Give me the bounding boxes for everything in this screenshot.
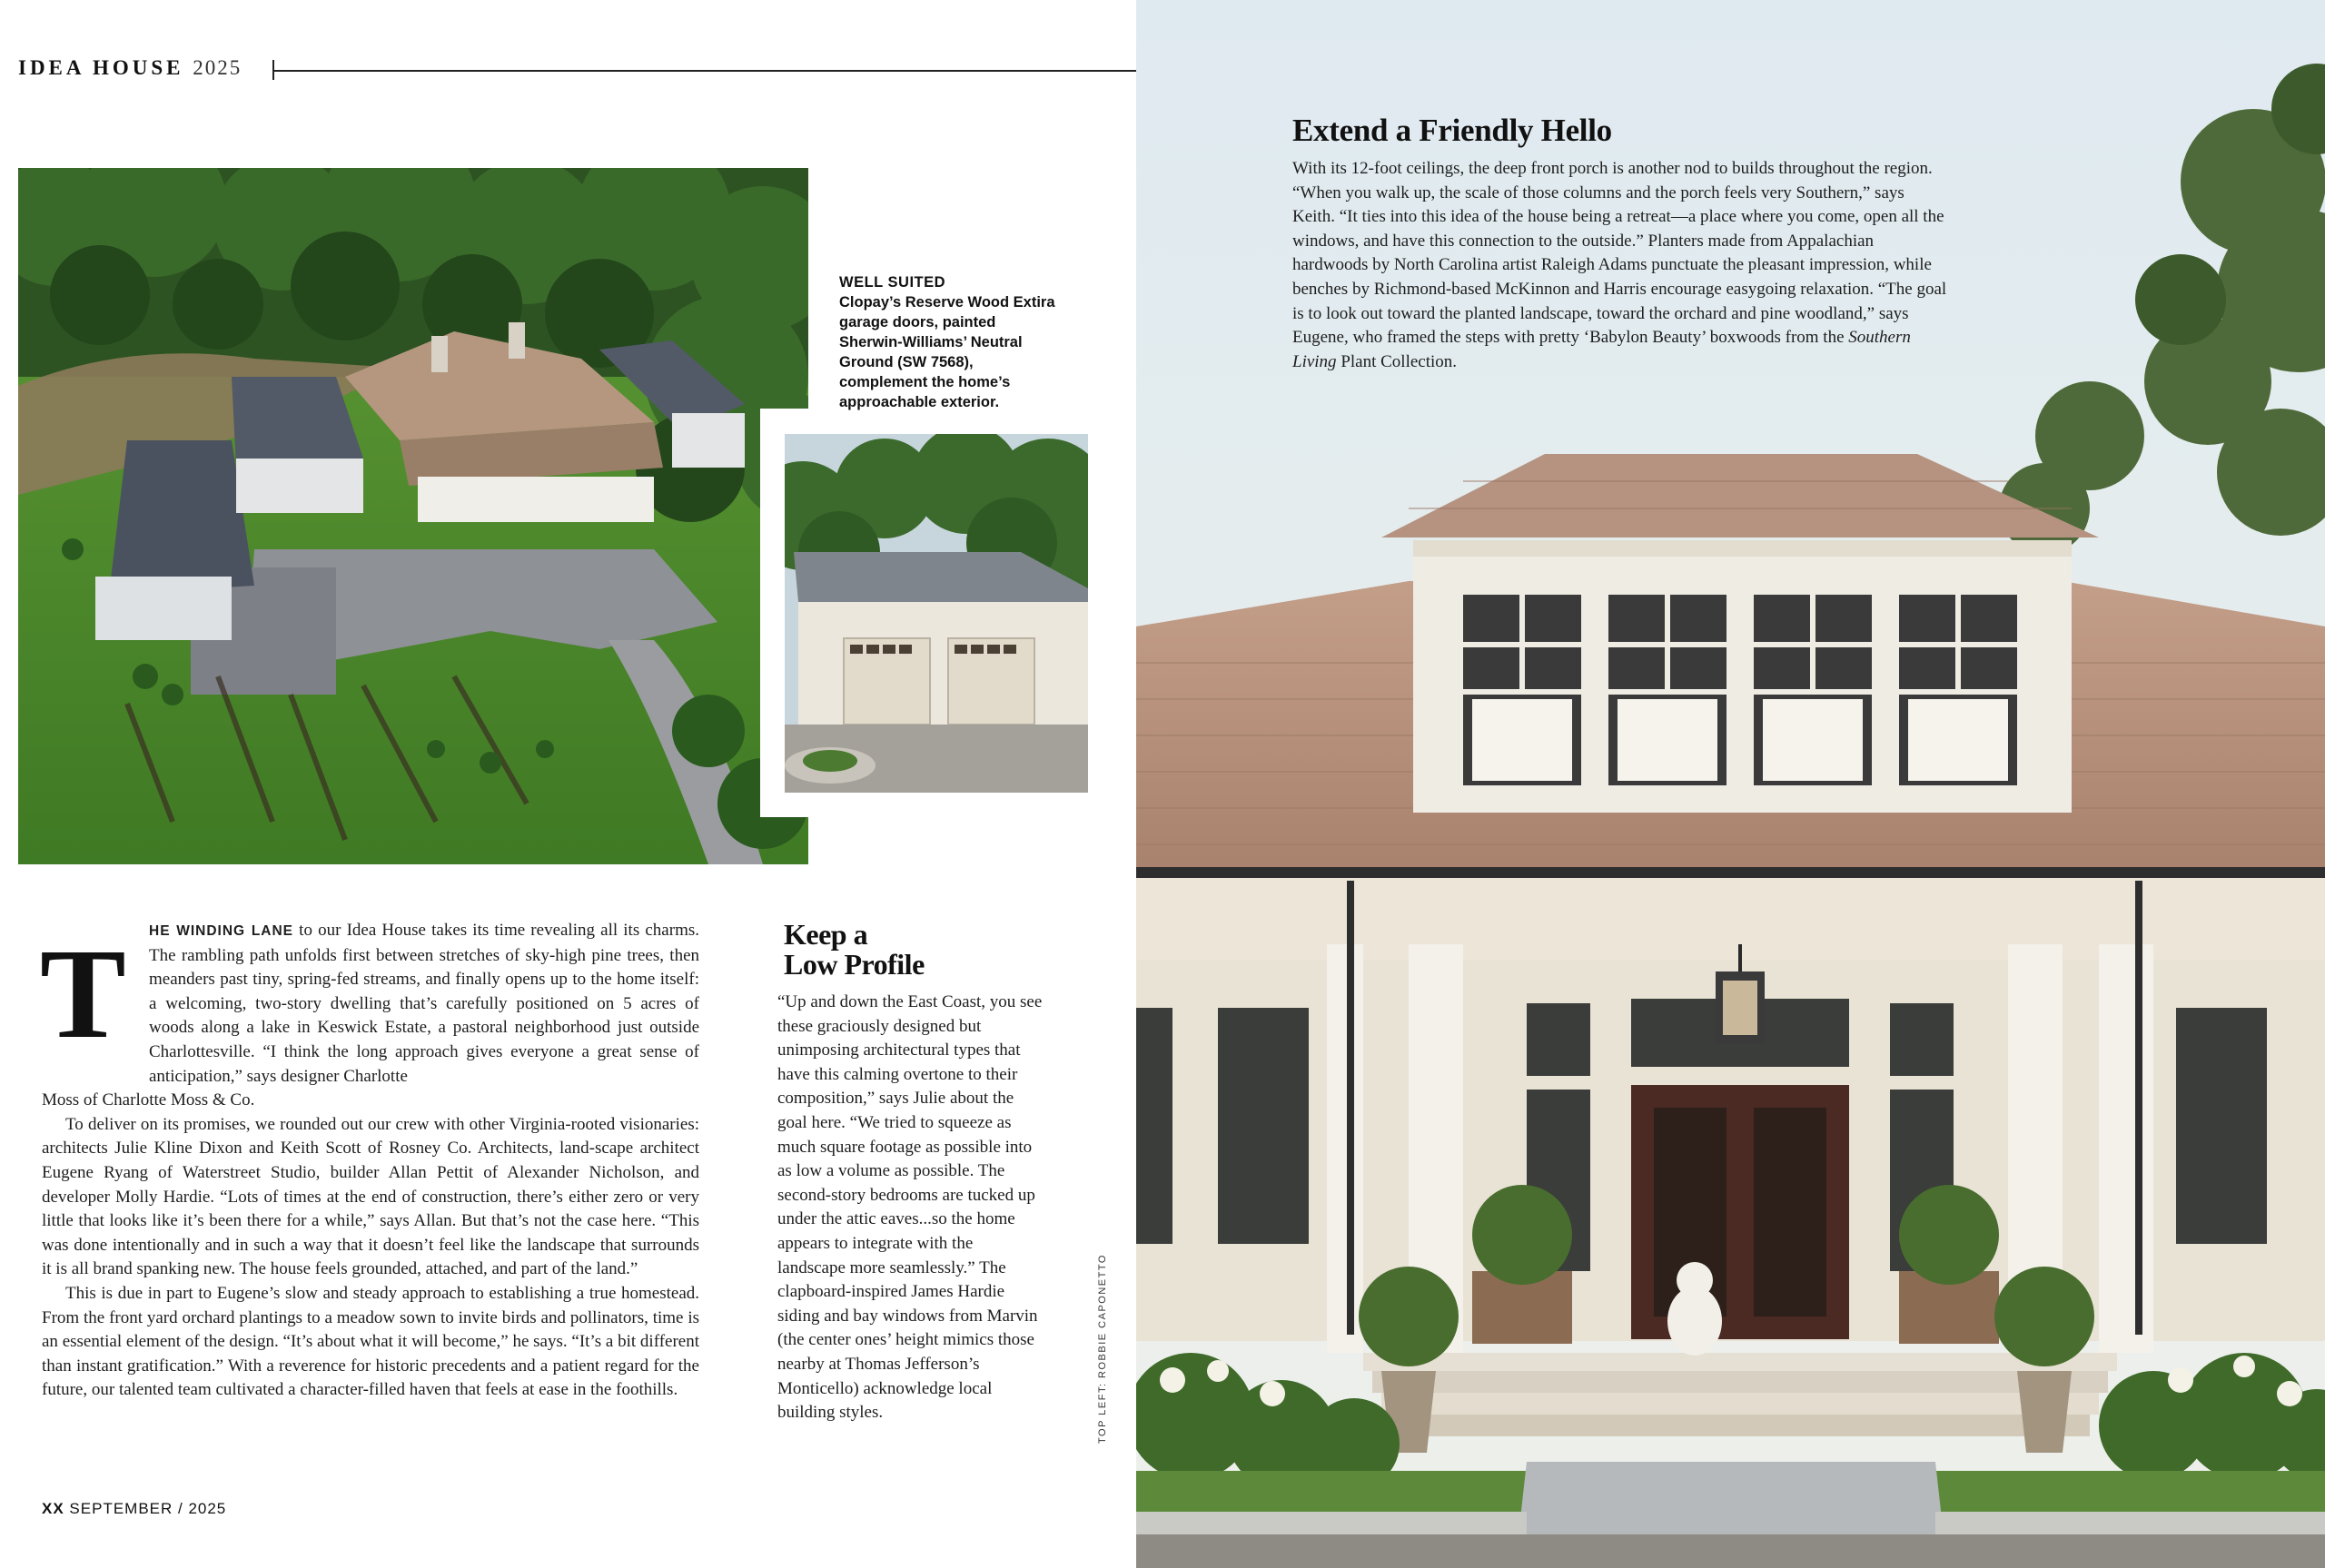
sidebar-heading: [784, 920, 925, 980]
magazine-title: Southern Living: [1292, 328, 1911, 371]
garage-photo: [785, 434, 1088, 793]
article-body: [42, 919, 699, 1403]
folio: [42, 1500, 226, 1518]
sidebar-heading-line-1: Keep a: [784, 918, 868, 951]
sidebar-paragraph: “Up and down the East Coast, you see these graciously designed but unimposing architectural types that have this calming overtone to their composition,” says Julie about the goal here. “We tried to squeeze as much square footage as possible into as low a volume as possible. The second-story bedrooms are tucked up under the attic eaves...so the home appears to integrate with the landscape more seamlessly.” The clapboard-inspired James Hardie siding and bay windows from Marvin (the center ones’ height mimics those nearby at Thomas Jefferson’s Monticello) acknowledge local building styles.: [777, 992, 1043, 1423]
porch-section-heading: Extend a Friendly Hello: [1292, 113, 1612, 148]
article-paragraph-1-tail: Moss of Charlotte Moss & Co.: [42, 1090, 255, 1110]
article-paragraph-3: This is due in part to Eugene’s slow and steady approach to establishing a true homestead. From the front yard orchard plantings to a meadow sown to invite birds and pollinators, time is an essential element of the design. “It’s about what it will become,” he says. “It’s a bit different than instant gratification.” With a reverence for historic precedents and a patient regard for the future, our talented team cultivated a character-filled haven that feels at ease in the foothills.: [42, 1283, 699, 1400]
porch-text-part-1: With its 12-foot ceilings, the deep front porch is another nod to builds throughout the region. “When you walk up, the scale of those columns and the porch feels very Southern,” says Keith. “It ties into this idea of the house being a retreat—a place where you come, open all the windows, and have this connection to the outside.” Planters made from Appalachian hardwoods by North Carolina artist Raleigh Adams punctuate the pleasant impression, while benches by Richmond-based McKinnon and Harris encourage easygoing relaxation. “The goal is to look out toward the planted landscape, toward the orchard and pine woodland,” says Eugene, who framed the steps with pretty ‘Babylon Beauty’ boxwoods from the: [1292, 159, 1947, 348]
caption-kicker: WELL SUITED: [839, 274, 946, 291]
article-paragraph-1: [149, 919, 699, 1089]
aerial-house-photo: [18, 168, 808, 864]
sidebar-heading-line-2: Low Profile: [784, 948, 925, 981]
section-title: IDEA HOUSE: [18, 56, 184, 79]
article-paragraph-2: To deliver on its promises, we rounded out our crew with other Virginia-rooted visionaries: architects Julie Kline Dixon and Keith Scott of Rosney Co. Architects, land-scape architect Eugene Ryang of Waterstreet Studio, builder Allan Pettit of Alexander Nicholson, and developer Molly Hardie. “Lots of times at the end of construction, there’s either zero or very little that looks like it’s been there for a while,” says Allan. But that’s not the case here. “This was done intentionally and in such a way that it doesn’t feel like the landscape that surrounds it is all brand spanking new. The house feels grounded, attached, and part of the land.”: [42, 1114, 699, 1279]
drop-cap: T: [40, 922, 126, 1065]
header-rule: [274, 70, 1137, 72]
caption-text: Clopay’s Reserve Wood Extira garage doors, painted Sherwin-Williams’ Neutral Ground (SW 7568), complement the home’s approachable exterior.: [839, 294, 1055, 410]
section-year: 2025: [193, 56, 242, 79]
photo-credit: TOP LEFT: ROBBIE CAPONETTO: [1097, 1254, 1108, 1444]
porch-paragraph: [1292, 157, 1948, 374]
porch-section-body: [1292, 157, 1948, 374]
page-number: XX: [42, 1500, 64, 1517]
lead-in: HE WINDING LANE: [149, 923, 294, 939]
sidebar-body: [777, 991, 1044, 1425]
paragraph-1-text: to our Idea House takes its time revealing all its charms. The rambling path unfolds first between stretches of sky-high pine trees, then meanders past tiny, spring-fed streams, and finally opens up to the home itself: a welcoming, two-story dwelling that’s carefully positioned on 5 acres of woods along a lake in Keswick Estate, a pastoral neighborhood just outside Charlottesville. “I think the long approach gives everyone a great sense of anticipation,” says designer Charlotte: [149, 921, 699, 1086]
running-header: [18, 56, 242, 80]
issue-date: SEPTEMBER / 2025: [69, 1500, 227, 1517]
porch-text-part-2: Plant Collection.: [1336, 351, 1458, 371]
photo-caption: [839, 272, 1062, 412]
